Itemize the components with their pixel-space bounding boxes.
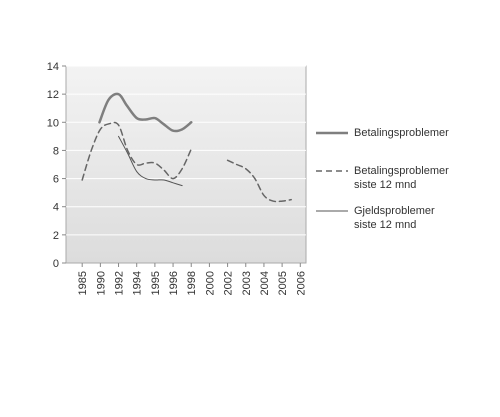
- y-tick-label: 2: [52, 229, 59, 242]
- legend-swatch-solid-thick: [316, 130, 348, 136]
- x-tick-label: 2000: [204, 271, 217, 296]
- x-tick-label: 1994: [131, 271, 144, 296]
- legend-item-gjeldsproblemer-siste-12-mnd: [316, 204, 496, 242]
- legend-label: Gjeldsproblemer siste 12 mnd: [354, 205, 435, 231]
- legend-label: Betalingsproblemer siste 12 mnd: [354, 165, 449, 191]
- y-tick-label: 4: [52, 201, 59, 214]
- x-tick-label: 2003: [240, 271, 253, 296]
- legend-label: Betalingsproblemer: [354, 127, 449, 139]
- plot-area: [66, 66, 306, 263]
- legend-item-betalingsproblemer-siste-12-mnd: [316, 164, 496, 204]
- y-tick-label: 14: [46, 61, 59, 73]
- legend: [316, 126, 496, 242]
- y-tick-label: 6: [52, 173, 59, 186]
- y-tick-label: 10: [46, 117, 59, 130]
- x-tick-label: 2004: [258, 271, 271, 296]
- x-tick-label: 1990: [95, 271, 108, 296]
- x-tick-label: 2005: [277, 271, 290, 296]
- legend-swatch-solid-thin: [316, 208, 348, 214]
- x-tick-label: 2002: [222, 271, 235, 296]
- x-tick-label: 1998: [186, 271, 199, 296]
- y-tick-labels: [47, 61, 59, 270]
- x-tick-label: 1992: [113, 271, 126, 296]
- x-tick-label: 1995: [149, 271, 162, 296]
- x-tick-label: 1985: [77, 271, 90, 296]
- y-tick-label: 0: [52, 258, 59, 270]
- x-tick-label: 2006: [295, 271, 308, 296]
- y-tick-label: 8: [52, 145, 59, 158]
- legend-item-betalingsproblemer: [316, 126, 496, 164]
- x-tick-labels: [77, 271, 307, 295]
- x-tick-label: 1996: [168, 271, 181, 296]
- legend-swatch-dashed: [316, 168, 348, 174]
- y-tick-label: 12: [46, 89, 59, 102]
